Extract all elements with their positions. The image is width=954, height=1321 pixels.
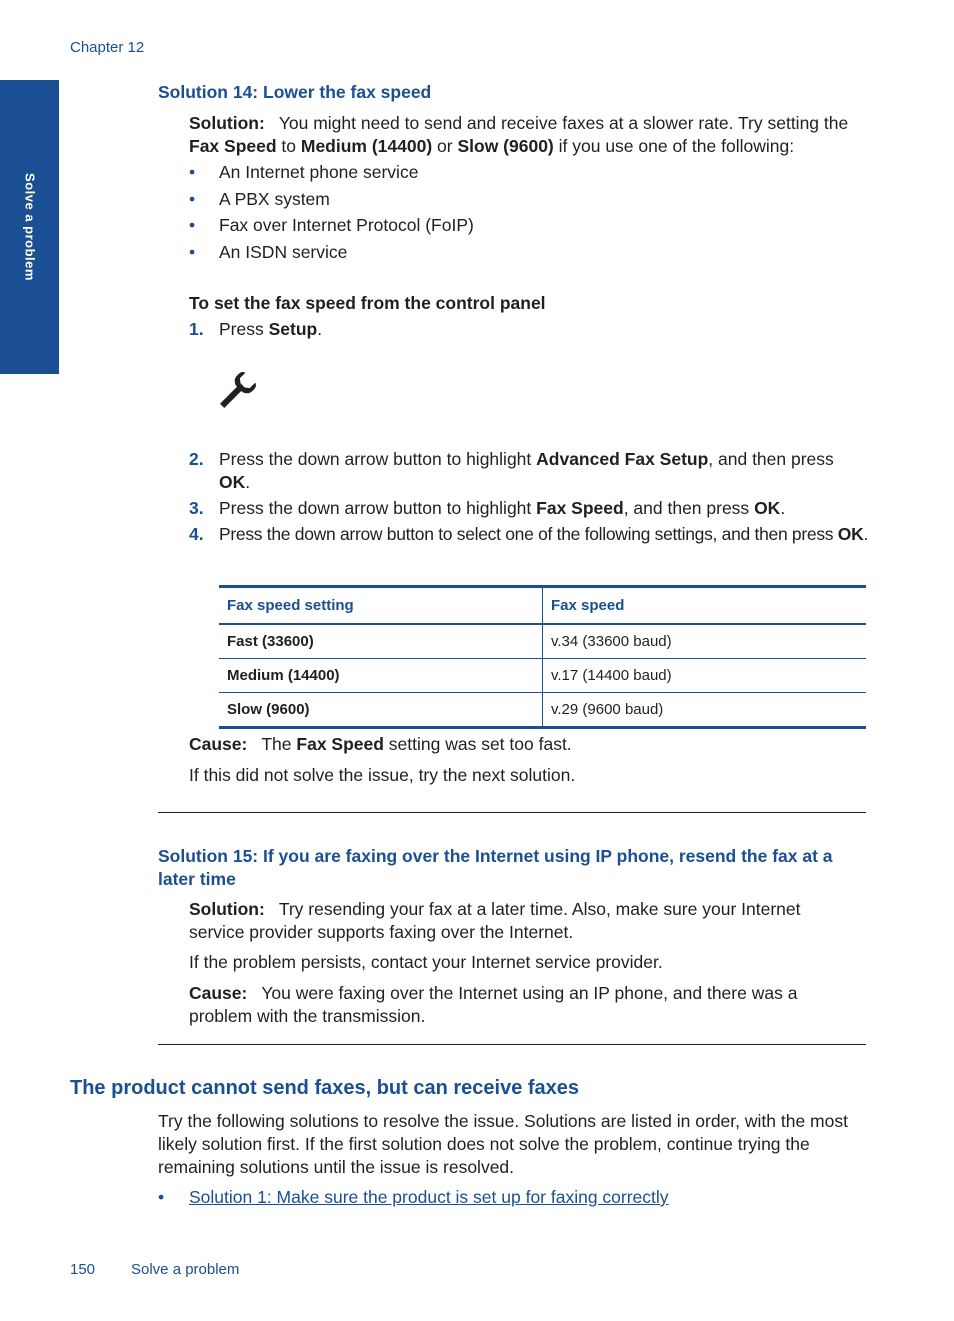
step-4 <box>189 523 869 546</box>
bullet-icon: • <box>189 215 196 235</box>
table-cell: v.29 (9600 baud) <box>551 701 664 718</box>
table-header: Fax speed <box>551 597 625 614</box>
slow-term: Slow (9600) <box>457 136 554 156</box>
step-3 <box>189 497 869 520</box>
persist-note: If the problem persists, contact your Internet service provider. <box>189 952 663 972</box>
table-cell: Medium (14400) <box>219 659 543 693</box>
bullet-icon: • <box>158 1187 165 1207</box>
list-item-text: Fax over Internet Protocol (FoIP) <box>219 215 474 235</box>
table-cell: Slow (9600) <box>219 693 543 728</box>
table-cell: Fast (33600) <box>219 624 543 659</box>
bullet-icon: • <box>189 189 196 209</box>
page-number: 150 <box>70 1261 96 1278</box>
next-solution-note: If this did not solve the issue, try the next solution. <box>189 765 576 785</box>
text-to: to <box>276 136 301 156</box>
solution-14-text <box>189 112 865 158</box>
step-text: Press Setup. <box>219 319 323 339</box>
step-number: 2. <box>189 449 204 469</box>
divider <box>158 812 866 813</box>
solution-15-text: Solution: Try resending your fax at a later time. Also, make sure your Internet service provider supports faxing over the Internet. <box>189 899 801 942</box>
step-text: Press the down arrow button to highlight Fax Speed, and then press OK. <box>219 498 786 518</box>
step-2 <box>189 448 869 494</box>
section-intro: Try the following solutions to resolve the issue. Solutions are listed in order, with the most likely solution first. If the first solution does not solve the problem, continue trying the remaining solutions until the issue is resolved. <box>158 1111 848 1177</box>
solution-15-heading: Solution 15: If you are faxing over the Internet using IP phone, resend the fax at a later time <box>158 846 833 889</box>
solution-label: Solution: <box>189 113 265 133</box>
text-or: or <box>432 136 458 156</box>
list-item-text: An ISDN service <box>219 242 348 262</box>
step-number: 1. <box>189 319 204 339</box>
step-number: 4. <box>189 524 204 544</box>
list-item-text: A PBX system <box>219 189 330 209</box>
cause-14: Cause: The Fax Speed setting was set too fast. <box>189 734 572 754</box>
cause-label: Cause: <box>189 734 248 754</box>
side-tab <box>0 80 59 374</box>
section-heading: The product cannot send faxes, but can receive faxes <box>70 1077 580 1099</box>
step-text: Press the down arrow button to select one of the following settings, and then press OK. <box>219 524 869 544</box>
table-header-row <box>219 587 866 625</box>
table-cell: v.17 (14400 baud) <box>551 667 672 684</box>
fax-speed-table <box>219 585 866 729</box>
divider <box>158 1044 866 1045</box>
cause-15: Cause: You were faxing over the Internet using an IP phone, and there was a problem with the transmission. <box>189 983 798 1026</box>
table-header: Fax speed setting <box>219 587 543 625</box>
solution-14-heading: Solution 14: Lower the fax speed <box>158 82 432 102</box>
medium-term: Medium (14400) <box>300 136 433 156</box>
cause-label: Cause: <box>189 983 248 1003</box>
wrench-icon <box>216 370 258 412</box>
bullet-icon: • <box>189 242 196 262</box>
side-tab-label: Solve a problem <box>22 173 38 281</box>
solution-label: Solution: <box>189 899 265 919</box>
table-cell: v.34 (33600 baud) <box>551 633 672 650</box>
step-text: Press the down arrow button to highlight Advanced Fax Setup, and then press OK. <box>219 449 834 492</box>
footer-section: Solve a problem <box>131 1261 240 1278</box>
table-row <box>219 624 866 659</box>
procedure-title: To set the fax speed from the control panel <box>189 293 546 313</box>
chapter-label: Chapter 12 <box>70 39 145 56</box>
solution-text-end: if you use one of the following: <box>553 136 795 156</box>
table-row <box>219 693 866 728</box>
step-1 <box>189 318 869 341</box>
bullet-icon: • <box>189 162 196 182</box>
solution-1-link[interactable]: Solution 1: Make sure the product is set up for faxing correctly <box>189 1187 669 1207</box>
list-item-text: An Internet phone service <box>219 162 419 182</box>
fax-speed-term: Fax Speed <box>189 136 277 156</box>
table-row <box>219 659 866 693</box>
solution-text: You might need to send and receive faxes at a slower rate. Try setting the <box>278 113 849 133</box>
step-number: 3. <box>189 498 204 518</box>
